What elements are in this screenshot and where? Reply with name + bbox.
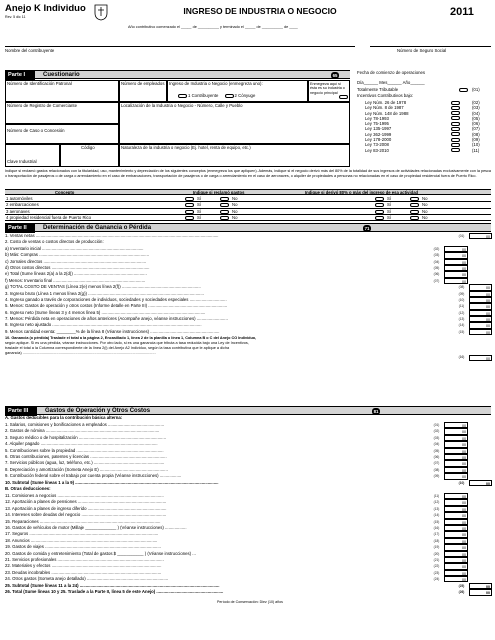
law-radio[interactable] xyxy=(451,148,460,152)
law-row xyxy=(365,148,489,153)
line-amount[interactable]: 00 xyxy=(444,467,468,473)
case-number-label: Número de Caso o Concesión xyxy=(7,128,65,133)
line-amount[interactable]: 00 xyxy=(444,525,468,531)
month-label: Mes xyxy=(379,80,388,85)
line-code: (11) xyxy=(458,304,465,309)
parte3-title: Gastos de Operación y Otros Costos xyxy=(45,408,151,414)
line-amount[interactable]: 00 xyxy=(444,563,468,569)
claimed-no-label: No xyxy=(232,202,238,208)
law-radio[interactable] xyxy=(451,143,460,147)
derived-no-label: No xyxy=(422,196,428,201)
line10-text-c: traslade el total a la Columna correspondiente de la línea 2(i) del Anejo A2 Individuo, según la tasa contributiva que le aplique a dicha xyxy=(5,345,230,350)
line-code: (16) xyxy=(433,525,440,530)
law-code: (04) xyxy=(472,110,480,116)
line-amount[interactable]: 00 xyxy=(444,271,468,277)
line-code: (23) xyxy=(433,570,440,575)
line-code: (06) xyxy=(433,272,440,277)
concept-label: 2 embarcaciones xyxy=(6,202,39,208)
law-code: (09) xyxy=(472,137,480,143)
line-code: (03) xyxy=(433,253,440,258)
derived-si-radio[interactable] xyxy=(375,216,384,220)
line-label: 4. Ingreso ganado a través de corporaciones de individuos, sociedades y sociedades especiales ............................... xyxy=(5,296,227,302)
law-code: (11) xyxy=(472,147,480,153)
claimed-si-radio[interactable] xyxy=(185,216,194,220)
line-label: g) TOTAL COSTO DE VENTAS (Línea 2(e) menos línea 2(f)) .................................................................. xyxy=(5,284,201,290)
line-code: (14) xyxy=(458,323,465,328)
concept-label: 4 propiedad residencial fuera de Puerto Rico xyxy=(6,214,92,220)
line-code: (01) xyxy=(433,423,440,427)
total-amount[interactable]: 00 xyxy=(469,589,492,595)
parte3-tab: Parte III xyxy=(5,407,37,416)
line-label: 7. Servicios públicos (agua, luz, teléfono, etc.) ........................................................... xyxy=(5,460,165,466)
incentives-panel xyxy=(355,70,491,167)
principal-business-field xyxy=(308,80,350,102)
start-date-fields[interactable]: Día______ Mes______ Año______ xyxy=(357,80,425,85)
derived-no-radio[interactable] xyxy=(410,216,419,220)
line-label: 17. Seguros ............................................................................................................ xyxy=(5,531,159,537)
line-code: (20) xyxy=(433,551,440,556)
line-label: 4. Alquiler pagado .................................................................................................. xyxy=(5,441,158,447)
nature-label: Naturaleza de la industria o negocio (Ej. hotel, renta de equipo, etc.) xyxy=(121,145,251,150)
law-radio[interactable] xyxy=(451,122,460,126)
total-code: (26) xyxy=(458,590,465,595)
line-amount[interactable]: 00 xyxy=(444,278,468,284)
line-code: (04) xyxy=(433,442,440,447)
line-amount[interactable]: 00 xyxy=(444,538,468,544)
subtotal-a-row xyxy=(5,480,492,486)
line-amount[interactable]: 00 xyxy=(444,512,468,518)
line-code: (08) xyxy=(433,467,440,472)
line-code: (02) xyxy=(433,429,440,434)
line-amount[interactable]: 00 xyxy=(444,246,468,252)
line-label: 14. Intereses sobre deudas del negocio ....................................................................... xyxy=(5,512,167,518)
line-amount[interactable]: 00 xyxy=(444,531,468,537)
law-radio[interactable] xyxy=(451,127,460,131)
total-label: 26. Total (Sume líneas 10 y 25. Traslade a la Parte II, línea 5 de este Anejo) ........................................................ xyxy=(5,589,224,595)
employees-field[interactable] xyxy=(119,80,167,102)
line-label: 12. Aportación a planes de pensiones .......................................................................... xyxy=(5,499,167,505)
parte3-badge: 81 xyxy=(373,409,379,414)
parte2-header xyxy=(5,223,491,232)
revision-text: Rev. 5 dic 11 xyxy=(5,15,26,19)
law-code: (05) xyxy=(472,115,480,121)
retention-footer: Período de Conservación: Diez (10) años xyxy=(217,600,283,604)
line-label: 13. Aportación a planes de ingreso diferido .................................................................. xyxy=(5,505,167,511)
tax-year: 2011 xyxy=(450,6,474,18)
line-amount[interactable]: 00 xyxy=(444,473,468,479)
derived-si-radio[interactable] xyxy=(375,210,384,214)
line-code: (06) xyxy=(433,454,440,459)
line-label: 11. Comisiones a negocios ......................................................................................... xyxy=(5,493,164,498)
employees-label: Número de empleados xyxy=(121,81,165,86)
law-label: Ley 178-2000 xyxy=(365,137,392,143)
section-b-lines xyxy=(5,493,492,582)
parte1-tab: Parte I xyxy=(5,71,35,80)
derived-si-label: Sí xyxy=(387,202,392,208)
line-code: (12) xyxy=(458,310,465,315)
concept-label: 3 aeronaves xyxy=(6,208,30,214)
business-income-label: Ingreso de Industria o Negocio (enmegreza uno): xyxy=(169,81,263,86)
concept-col-header: Concepto xyxy=(55,190,75,195)
parte2-badge: 71 xyxy=(364,226,370,231)
law-code: (02) xyxy=(472,100,480,105)
derived-si-label: Sí xyxy=(387,196,392,201)
merchant-reg-field[interactable] xyxy=(5,102,119,124)
concept-label: 1 automóviles xyxy=(6,196,33,201)
employer-id-label: Número de Identificación Patronal xyxy=(7,81,72,86)
line-amount[interactable]: 00 xyxy=(469,316,492,322)
line-amount[interactable]: 00 xyxy=(444,428,468,434)
claimed-no-radio[interactable] xyxy=(220,197,229,201)
taxpayer-name-label: Nombre del contribuyente xyxy=(5,48,55,53)
line-label: 15. Reparaciones ..................................................................................................... xyxy=(5,518,161,524)
line-amount[interactable]: 00 xyxy=(469,291,492,297)
line-code: (13) xyxy=(458,317,465,322)
contribuyente-radio[interactable] xyxy=(178,94,187,98)
tax-period-text: Año contributivo comenzado el _____ de __________ y terminado el _____ de __________ de ____ xyxy=(128,25,298,29)
line-code: (03) xyxy=(433,435,440,440)
subtotal-b-amount[interactable]: 00 xyxy=(469,583,492,589)
line-amount[interactable]: 00 xyxy=(444,252,468,258)
parte3-header xyxy=(5,406,491,415)
line-amount[interactable]: 00 xyxy=(469,284,492,290)
derived-no-radio[interactable] xyxy=(410,203,419,207)
line-label: 8. Depreciación y amortización (Someta Anejo E) ......................................................... xyxy=(5,466,168,472)
law-radio[interactable] xyxy=(451,132,460,136)
seal-icon xyxy=(94,4,108,21)
parte2-title: Determinación de Ganancia o Pérdida xyxy=(43,225,152,231)
line-code: (19) xyxy=(433,545,440,550)
line-code: (05) xyxy=(433,265,440,270)
laws-list xyxy=(365,100,489,153)
principal-business-label: Enmegreza aquí si ésta es su industria o negocio principal xyxy=(310,82,345,95)
line-amount[interactable]: 00 xyxy=(444,576,468,582)
line-label: 3. Seguro médico o de hospitalización ......................................................................... xyxy=(5,434,166,440)
line-label: 9. Menos cantidad exenta: ________% de la línea 8 (Véanse instrucciones) .......................................................... xyxy=(5,328,220,334)
subtotal-b-row xyxy=(5,583,492,596)
code-label: Código xyxy=(81,145,95,150)
law-label: Ley 362-1999 xyxy=(365,131,392,137)
line-amount[interactable]: 00 xyxy=(444,493,468,499)
line-code: (18) xyxy=(433,538,440,543)
subtotal-a-label: 10. Subtotal (Sume líneas 1 a la 9) ........................................................................................................................ xyxy=(5,480,219,485)
parte1-title: Cuestionario xyxy=(43,72,80,78)
law-label: Ley 75-1995 xyxy=(365,121,389,127)
line-code: (17) xyxy=(433,532,440,537)
business-income-field xyxy=(167,80,308,102)
law-radio[interactable] xyxy=(451,138,460,142)
line-label: c) Jornales directos ...................................................................................... xyxy=(5,258,147,264)
line-label: 20. Gastos de comida y entretenimiento (Total de gastos $ ___________ ) (Véanse instrucciones) ... xyxy=(5,550,196,556)
line-amount[interactable]: 00 xyxy=(444,544,468,550)
line-amount[interactable]: 00 xyxy=(444,259,468,265)
subtotal-a-code: (10) xyxy=(458,481,465,485)
start-date-label: Fecha de comienzo de operaciones xyxy=(357,70,426,75)
line-amount[interactable]: 00 xyxy=(469,233,492,239)
section-a-lines xyxy=(5,422,492,480)
line-code: (21) xyxy=(433,557,440,562)
line-code: (08) xyxy=(458,285,465,290)
claimed-no-radio[interactable] xyxy=(220,203,229,207)
line-label: 19. Gastos de viajes ................................................................................................. xyxy=(5,544,161,550)
derived-no-label: No xyxy=(422,214,428,220)
line10-text-d: ganancia) .............................................................................................................................. xyxy=(5,350,156,355)
line-amount[interactable]: 00 xyxy=(469,329,492,335)
line-label: d) Otros costos directos .................................................................................. xyxy=(5,264,150,270)
line-code: (05) xyxy=(433,448,440,453)
claimed-si-label: Sí xyxy=(197,214,202,220)
claimed-no-label: No xyxy=(232,196,238,201)
line-code: (13) xyxy=(433,506,440,511)
claimed-col-header: Indique si reclamó gastos xyxy=(193,190,245,195)
principal-business-radio[interactable] xyxy=(339,95,348,99)
line-code: (01) xyxy=(458,234,465,238)
derived-no-radio[interactable] xyxy=(410,210,419,214)
claimed-si-label: Sí xyxy=(197,202,202,208)
line-amount[interactable]: 00 xyxy=(469,303,492,309)
merchant-reg-label: Número de Registro de Comerciante xyxy=(7,103,77,108)
day-label: Día xyxy=(357,80,364,85)
derived-no-label: No xyxy=(422,208,428,214)
line-code: (22) xyxy=(433,564,440,569)
line-code: (12) xyxy=(433,500,440,505)
line-label: 8. Ingreso neto ajustado ............................................................................................................................. xyxy=(5,322,202,328)
line-label: 21. Servicios profesionales ......................................................................................... xyxy=(5,556,164,562)
conyuge-label: 2 Cónyuge xyxy=(234,93,256,99)
derived-si-label: Sí xyxy=(387,214,392,220)
line-code: (15) xyxy=(433,519,440,524)
line-code: (02) xyxy=(433,246,440,251)
claimed-si-radio[interactable] xyxy=(185,197,194,201)
line-code: (11) xyxy=(433,494,440,498)
line-amount[interactable]: 00 xyxy=(444,422,468,428)
main-title: INGRESO DE INDUSTRIA O NEGOCIO xyxy=(183,6,337,16)
parte1-header xyxy=(5,70,350,79)
claimed-si-radio[interactable] xyxy=(185,210,194,214)
location-label: Localización de la Industria o Negocio - Número, Calle y Pueblo xyxy=(121,103,243,108)
law-code: (08) xyxy=(472,131,480,137)
line-amount[interactable]: 00 xyxy=(444,435,468,441)
claimed-no-label: No xyxy=(232,214,238,220)
line-code: (07) xyxy=(433,461,440,466)
total-taxable-radio[interactable] xyxy=(459,88,468,92)
subtotal-b-code: (25) xyxy=(458,584,465,588)
derived-no-label: No xyxy=(422,202,428,208)
claimed-no-label: No xyxy=(232,208,238,214)
parte2-lines xyxy=(5,233,492,335)
year-label: Año xyxy=(402,80,411,85)
conyuge-radio[interactable] xyxy=(225,94,234,98)
line-amount[interactable]: 00 xyxy=(444,499,468,505)
derived-no-radio[interactable] xyxy=(410,197,419,201)
law-code: (03) xyxy=(472,105,480,111)
line-code: (04) xyxy=(433,259,440,264)
incentives-label: Incentivos Contributivos bajo: xyxy=(357,93,414,98)
law-label: Ley 83-2010 xyxy=(365,147,389,153)
claimed-no-radio[interactable] xyxy=(220,216,229,220)
law-radio[interactable] xyxy=(451,106,460,110)
line-label: 7. Menos: Pérdida neta en operaciones de años anteriores (Acompañe anejo, véanse instrucciones) .......................... xyxy=(5,316,228,322)
section-a-title: A. Gastos deducibles para la contribución básica alterna: xyxy=(5,415,123,420)
line-amount[interactable]: 00 xyxy=(444,570,468,576)
total-taxable-code: (01) xyxy=(472,87,480,92)
concepts-table xyxy=(5,196,491,221)
line-amount[interactable]: 00 xyxy=(469,322,492,328)
derived-col-header: Indique si derivó 80% o más del ingreso de esa actividad xyxy=(305,190,419,195)
taxpayer-name-field[interactable] xyxy=(5,33,355,47)
claimed-si-radio[interactable] xyxy=(185,203,194,207)
industry-key-label: Clave Industrial xyxy=(7,159,37,165)
line10-text-b: según aplique. Si es una pérdida, véanse instrucciones. Por otro lado, si es una ganancia que tributa a tasa reducida bajo una Ley de Incentivos, xyxy=(5,340,249,345)
law-label: Ley 73-2008 xyxy=(365,142,389,148)
parte1-badge: 65 xyxy=(332,73,338,78)
code-field[interactable] xyxy=(60,144,119,167)
law-label: Ley 135-1997 xyxy=(365,126,392,132)
line-label: 16. Gastos de vehículos de motor (Millaje _____________ ) (Véanse instrucciones) .................. xyxy=(5,524,187,530)
line-label: a) Inventario inicial ..................................................................................... xyxy=(5,245,144,251)
total-taxable-label: Totalmente Tributable xyxy=(357,87,399,92)
claimed-si-label: Sí xyxy=(197,208,202,214)
line-label: 24. Otros gastos (Someta anejo detallado) .................................................................... xyxy=(5,576,169,582)
derived-si-radio[interactable] xyxy=(375,203,384,207)
line-amount[interactable]: 00 xyxy=(444,551,468,557)
case-number-field[interactable] xyxy=(5,124,119,144)
line-code: (10) xyxy=(458,297,465,302)
line10-code: (16) xyxy=(458,355,465,359)
line-amount[interactable]: 00 xyxy=(444,460,468,466)
subtotal-a-amount[interactable]: 00 xyxy=(469,480,492,486)
claimed-si-label: Sí xyxy=(197,196,202,201)
line-row xyxy=(5,473,492,479)
line-label: 3. Ingreso bruto (Línea 1 menos línea 2(g)) ................................................................................................. xyxy=(5,290,204,296)
line-label: 2. Gastos de nómina ............................................................................................... xyxy=(5,428,160,434)
line-amount[interactable]: 00 xyxy=(444,448,468,454)
form-title: Anejo K Individuo xyxy=(5,3,86,14)
line-label: 1. Salarios, comisiones y bonificaciones a empleados ............................................... xyxy=(5,422,165,427)
claimed-no-radio[interactable] xyxy=(220,210,229,214)
line-amount[interactable]: 00 xyxy=(444,519,468,525)
line-label: 23. Deudas incobrables ............................................................................................ xyxy=(5,569,162,575)
contribuyente-label: 1 Contribuyente xyxy=(188,93,219,99)
ssn-field[interactable] xyxy=(370,33,491,47)
line-label: e) Total (Sume líneas 2(a) a la 2(d)) ............................................................. xyxy=(5,271,147,277)
line-label: 6. Otras contribuciones, patentes y licencias ................................................................ xyxy=(5,453,167,459)
derived-si-label: Sí xyxy=(387,208,392,214)
line-amount[interactable]: 00 xyxy=(444,557,468,563)
location-field[interactable] xyxy=(119,102,350,144)
law-code: (07) xyxy=(472,126,480,132)
line-label: f) Menos: Inventario final ............................................................................. xyxy=(5,277,146,283)
line-label: b) Más: Compras ............................................................................................ xyxy=(5,252,149,258)
section-b-title: B. Otras deducciones: xyxy=(5,486,51,491)
law-label: Ley Núm. 148 de 1988 xyxy=(365,110,409,116)
law-label: Ley Núm. 8 de 1987 xyxy=(365,105,404,111)
parte2-tab: Parte II xyxy=(5,224,35,233)
law-code: (06) xyxy=(472,121,480,127)
line10-text-a: 10. Ganancia (o pérdida) Traslade el total a la página 2, Encasillado 1, línea 2 de la planilla o línea 1, Columna B o C del Anejo CO Individuo, xyxy=(5,336,257,340)
line-label: 5. Contribuciones sobre la propiedad ......................................................................... xyxy=(5,447,164,453)
line-code: (09) xyxy=(433,474,440,479)
law-code: (10) xyxy=(472,142,480,148)
concepts-instructions: Indique si reclamó gastos relacionados con la titularidad, uso, mantenimiento y depreciación de los siguientes conceptos (enmegreza los que apliquen). Además, indique si el negocio derivó más del 80% de la totalidad de sus ingresos de actividades relacionadas exclusivamente con la pesca o transportación de pasajeros o de carga o arrendamiento en el caso de embarcaciones, transportación de pasajeros o de carga o arrendamiento en el caso de aeronaves, o alquiler de propiedades a personas no relacionadas en el caso de propiedad residencial fuera de Puerto Rico. xyxy=(5,169,491,178)
line-label: 2. Costo de ventas o costos directos de producción: xyxy=(5,239,104,245)
ssn-label: Número de Seguro Social xyxy=(397,48,447,53)
derived-si-radio[interactable] xyxy=(375,197,384,201)
line-amount[interactable]: 00 xyxy=(469,297,492,303)
subtotal-b-label: 25. Subtotal (Sume líneas 11 a la 24) ..................................................................................................................... xyxy=(5,583,220,588)
line-label: 1. Ventas netas ......................................................................................................................................................... xyxy=(5,233,219,238)
law-radio[interactable] xyxy=(451,116,460,120)
concepts-table-header xyxy=(5,189,491,195)
line-amount[interactable]: 00 xyxy=(444,441,468,447)
line-amount[interactable]: 00 xyxy=(444,265,468,271)
line-label: 22. Materiales y efectos ............................................................................................ xyxy=(5,563,162,569)
concept-row xyxy=(5,215,491,221)
law-label: Ley Núm. 26 de 1978 xyxy=(365,100,407,105)
line10 xyxy=(5,336,492,363)
line-label: 9. Contribución federal sobre el trabajo por cuenta propia (Véanse instrucciones) .................. xyxy=(5,473,182,479)
line-code: (24) xyxy=(433,577,440,582)
line-code: (07) xyxy=(433,278,440,283)
line-code: (09) xyxy=(458,291,465,296)
line-amount[interactable]: 00 xyxy=(469,310,492,316)
line-label: 5. Menos: Gastos de operación y otros costos (Informe detalle en Parte III) .................................................................. xyxy=(5,303,228,309)
line-row xyxy=(5,576,492,582)
industry-key-field[interactable] xyxy=(5,144,60,167)
line-code: (14) xyxy=(433,513,440,518)
law-label: Ley 78-1993 xyxy=(365,115,389,121)
law-radio[interactable] xyxy=(451,101,460,105)
line-amount[interactable]: 00 xyxy=(444,454,468,460)
line-code: (15) xyxy=(458,329,465,334)
nature-field[interactable] xyxy=(119,144,350,167)
line10-amount[interactable]: 00 xyxy=(469,355,492,361)
line-row xyxy=(5,329,492,335)
line-amount[interactable]: 00 xyxy=(444,506,468,512)
line-label: 6. Ingreso neto (Sume líneas 3 y 4 menos línea 5) ....................................................................................... xyxy=(5,309,206,315)
line-label: 18. Anuncios .......................................................................................................... xyxy=(5,537,158,543)
law-radio[interactable] xyxy=(451,111,460,115)
employer-id-field[interactable] xyxy=(5,80,119,102)
